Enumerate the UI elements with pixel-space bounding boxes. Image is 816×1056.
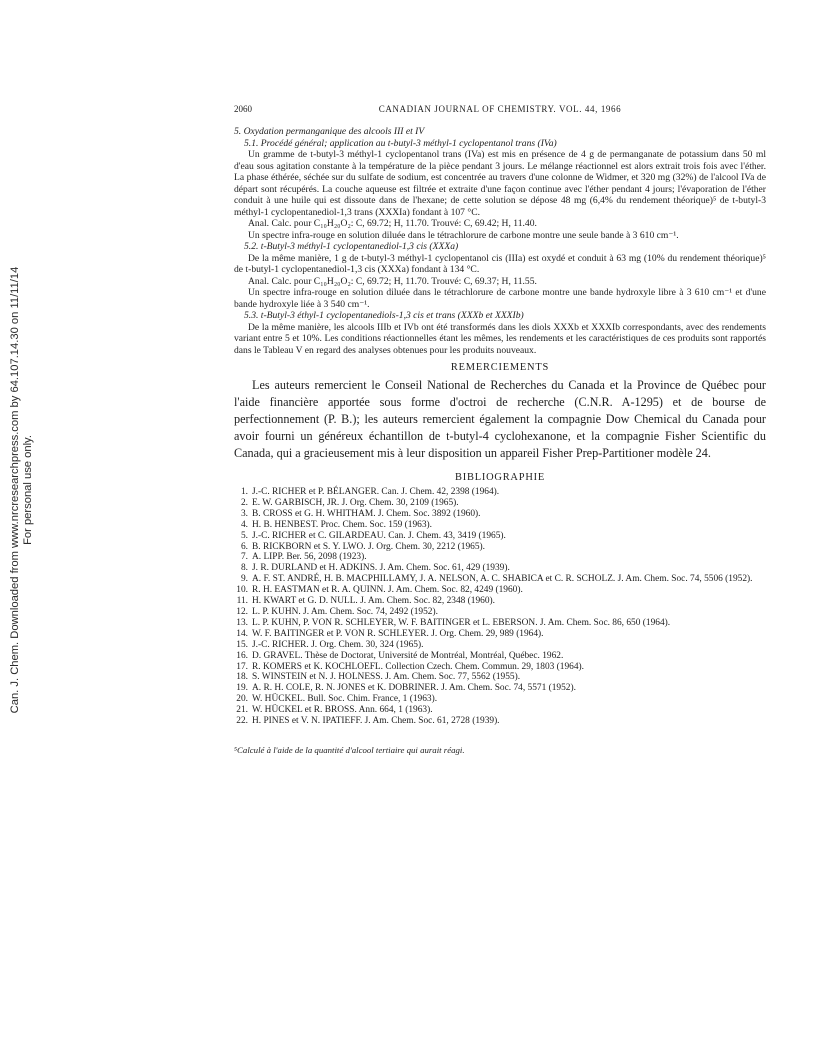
reference-text: J.-C. RICHER. J. Org. Chem. 30, 324 (1965). xyxy=(252,639,424,650)
reference-item xyxy=(234,498,766,509)
reference-text: L. P. KUHN. J. Am. Chem. Soc. 74, 2492 (1952). xyxy=(252,606,438,617)
reference-number: 5. xyxy=(240,530,248,541)
reference-item xyxy=(234,694,766,705)
reference-number: 13. xyxy=(236,617,248,628)
running-header xyxy=(234,104,766,118)
side-download-note xyxy=(0,266,44,714)
section-5-title: 5. Oxydation permanganique des alcools III et IV xyxy=(234,126,425,137)
reference-number: 17. xyxy=(236,661,248,672)
reference-item xyxy=(234,651,766,662)
reference-item xyxy=(234,542,766,553)
reference-text: J.-C. RICHER et P. BÉLANGER. Can. J. Chem. 42, 2398 (1964). xyxy=(252,487,500,497)
reference-item xyxy=(234,672,766,683)
reference-item xyxy=(234,563,766,574)
reference-text: J.-C. RICHER et C. GILARDEAU. Can. J. Chem. 43, 3419 (1965). xyxy=(252,530,506,541)
reference-item xyxy=(234,640,766,651)
reference-number: 20. xyxy=(236,694,248,705)
reference-text: A. R. H. COLE, R. N. JONES et K. DOBRINER. J. Am. Chem. Soc. 74, 5571 (1952). xyxy=(252,683,576,694)
reference-number: 22. xyxy=(236,716,248,727)
section-5-3-title: 5.3. t-Butyl-3 éthyl-1 cyclopentanediols-1,3 cis et trans (XXXb et XXXIb) xyxy=(244,310,524,321)
reference-text: D. GRAVEL. Thèse de Doctorat, Université de Montréal, Montréal, Québec. 1962. xyxy=(252,650,564,661)
reference-item xyxy=(234,716,766,727)
bibliography-heading: BIBLIOGRAPHIE xyxy=(454,472,546,483)
reference-item xyxy=(234,520,766,531)
section-5-1-title: 5.1. Procédé général; application au t-butyl-3 méthyl-1 cyclopentanol trans (IVa) xyxy=(244,137,557,149)
reference-item xyxy=(234,596,766,607)
reference-text: W. HÜCKEL. Bull. Soc. Chim. France, 1 (1963). xyxy=(252,694,438,705)
reference-number: 4. xyxy=(240,519,248,530)
reference-number: 6. xyxy=(240,541,248,552)
reference-text: H. KWART et G. D. NULL. J. Am. Chem. Soc. 82, 2348 (1960). xyxy=(252,596,495,607)
reference-text: R. H. EASTMAN et R. A. QUINN. J. Am. Chem. Soc. 82, 4249 (1960). xyxy=(252,585,523,596)
section-5-2-title: 5.2. t-Butyl-3 méthyl-1 cyclopentanediol-1,3 cis (XXXa) xyxy=(244,241,459,252)
reference-number: 12. xyxy=(236,606,248,617)
reference-number: 1. xyxy=(240,487,248,497)
reference-text: J. R. DURLAND et H. ADKINS. J. Am. Chem. Soc. 61, 429 (1939). xyxy=(252,563,510,574)
reference-text: H. B. HENBEST. Proc. Chem. Soc. 159 (1963). xyxy=(252,519,433,530)
reference-item xyxy=(234,705,766,716)
reference-number: 8. xyxy=(240,563,248,574)
page-number: 2060 xyxy=(234,104,252,114)
reference-text: L. P. KUHN, P. VON R. SCHLEYER, W. F. BAITINGER et L. EBERSON. J. Am. Chem. Soc. 86, 650 (1964). xyxy=(252,617,671,628)
reference-number: 2. xyxy=(240,497,248,508)
reference-number: 16. xyxy=(236,650,248,661)
reference-item xyxy=(234,531,766,542)
reference-text: R. KOMERS et K. KOCHLOEFL. Collection Czech. Chem. Commun. 29, 1803 (1964). xyxy=(252,661,585,672)
journal-title: CANADIAN JOURNAL OF CHEMISTRY. VOL. 44, 1966 xyxy=(378,104,622,114)
reference-text: B. RICKBORN et S. Y. LWO. J. Org. Chem. 30, 2212 (1965). xyxy=(252,541,485,552)
reference-number: 9. xyxy=(240,574,248,585)
reference-item xyxy=(234,585,766,596)
reference-number: 11. xyxy=(236,596,248,607)
section-5-2-analysis: Anal. Calc. pour C₁₀H₂₀O₂: C, 69.72; H, 11.70. Trouvé: C, 69.37; H, 11.55. xyxy=(248,275,537,287)
reference-text: W. F. BAITINGER et P. VON R. SCHLEYER. J. Org. Chem. 29, 989 (1964). xyxy=(252,628,544,639)
side-note-line-2: For personal use only. xyxy=(22,435,34,545)
reference-number: 15. xyxy=(236,639,248,650)
reference-text: S. WINSTEIN et N. J. HOLNESS. J. Am. Chem. Soc. 77, 5562 (1955). xyxy=(252,672,521,683)
section-5-1-paragraph-1: Un gramme de t-butyl-3 méthyl-1 cyclopentanol trans (IVa) est mis en présence de 4 g de permanganate de potassium dans 50 ml d'eau sous agitation constante à la température de la pièce pendant 3 jours. Le mélange réactionnel est alors extrait trois fois avec l'éther. La phase éthérée, séchée sur du sulfate de sodium, est concentrée au travers d'une colonne de Widmer, et 320 mg (32%) de l'alcool IVa de départ sont récupérés. La couche aqueuse est filtrée et extraite d'une façon continue avec l'éther pendant 4 jours; l'évaporation de l'éther conduit à une huile qui est dissoute dans de l'hexane; de cette solution se dépose 48 mg (6,4% du rendement théorique)⁵ de t-butyl-3 méthyl-1 cyclopentanediol-1,3 trans (XXXIa) fondant à 107 °C. xyxy=(234,149,766,218)
reference-item xyxy=(234,487,766,498)
footnote: ⁵Calculé à l'aide de la quantité d'alcool tertiaire qui aurait réagi. xyxy=(234,744,465,755)
reference-text: W. HÜCKEL et R. BROSS. Ann. 664, 1 (1963). xyxy=(252,705,433,716)
side-download-text xyxy=(9,267,35,714)
reference-item xyxy=(234,574,766,585)
reference-text: E. W. GARBISCH, JR. J. Org. Chem. 30, 2109 (1965). xyxy=(252,497,459,508)
reference-number: 19. xyxy=(236,683,248,694)
section-5-1-ir-spectrum: Un spectre infra-rouge en solution diluée dans le tétrachlorure de carbone montre une seule bande à 3 610 cm⁻¹. xyxy=(248,229,679,241)
side-note-line-1: Can. J. Chem. Downloaded from www.nrcresearchpress.com by 64.107.14.30 on 11/11/14 xyxy=(9,266,21,714)
reference-number: 3. xyxy=(240,508,248,519)
reference-text: A. F. ST. ANDRÉ, H. B. MACPHILLAMY, J. A. NELSON, A. C. SHABICA et C. R. SCHOLZ. J. Am. Chem. Soc. 74, 5506 (1952). xyxy=(252,574,753,585)
section-5-3-paragraph-1: De la même manière, les alcools IIIb et IVb ont été transformés dans les diols XXXb et XXXIb correspondants, avec des rendements variant entre 5 et 10%. Les conditions réactionnelles étant les mêmes, les rendements et les caractéristiques de ces produits sont rapportés dans le Tableau V en regard des analyses obtenues pour les produits nouveaux. xyxy=(234,321,766,356)
acknowledgements-heading: REMERCIEMENTS xyxy=(450,362,550,373)
reference-item xyxy=(234,618,766,629)
acknowledgements-text: Les auteurs remercient le Conseil National de Recherches du Canada et la Province de Québec pour l'aide financière apportée sous forme d'octroi de recherche (C.N.R. A-1295) et de bourse de perfectionnement (P. B.); les auteurs remercient également la compagnie Dow Chemical du Canada pour avoir fourni un généreux échantillon de t-butyl-4 cyclohexanone, et la compagnie Fisher Scientific du Canada, qui a gracieusement mis à leur disposition un appareil Fisher Prep-Partitioner modèle 24. xyxy=(234,378,766,460)
reference-item xyxy=(234,607,766,618)
reference-number: 10. xyxy=(236,585,248,596)
reference-text: B. CROSS et G. H. WHITHAM. J. Chem. Soc. 3892 (1960). xyxy=(252,508,481,519)
section-5-2-paragraph-1: De la même manière, 1 g de t-butyl-3 méthyl-1 cyclopentanol cis (IIIa) est oxydé et conduit à 63 mg (10% du rendement théorique)⁵ de t-butyl-1 cyclopentanediol-1,3 cis (XXXa) fondant à 134 °C. xyxy=(234,252,766,275)
reference-text: H. PINES et V. N. IPATIEFF. J. Am. Chem. Soc. 61, 2728 (1939). xyxy=(252,716,500,727)
section-5-1-analysis: Anal. Calc. pour C₁₀H₂₀O₂: C, 69.72; H, 11.70. Trouvé: C, 69.42; H, 11.40. xyxy=(248,218,537,229)
reference-number: 14. xyxy=(236,628,248,639)
reference-item xyxy=(234,662,766,673)
reference-number: 18. xyxy=(236,672,248,683)
page-content xyxy=(234,104,766,755)
section-5-2-ir-spectrum: Un spectre infra-rouge en solution diluée dans le tétrachlorure de carbone montre une bande hydroxyle libre à 3 610 cm⁻¹ et d'une bande hydroxyle liée à 3 540 cm⁻¹. xyxy=(234,287,766,310)
reference-item xyxy=(234,629,766,640)
reference-item xyxy=(234,683,766,694)
reference-list xyxy=(234,487,766,727)
reference-text: A. LIPP. Ber. 56, 2098 (1923). xyxy=(252,552,367,563)
reference-item xyxy=(234,509,766,520)
reference-number: 7. xyxy=(240,552,248,563)
reference-number: 21. xyxy=(236,705,248,716)
reference-item xyxy=(234,552,766,563)
